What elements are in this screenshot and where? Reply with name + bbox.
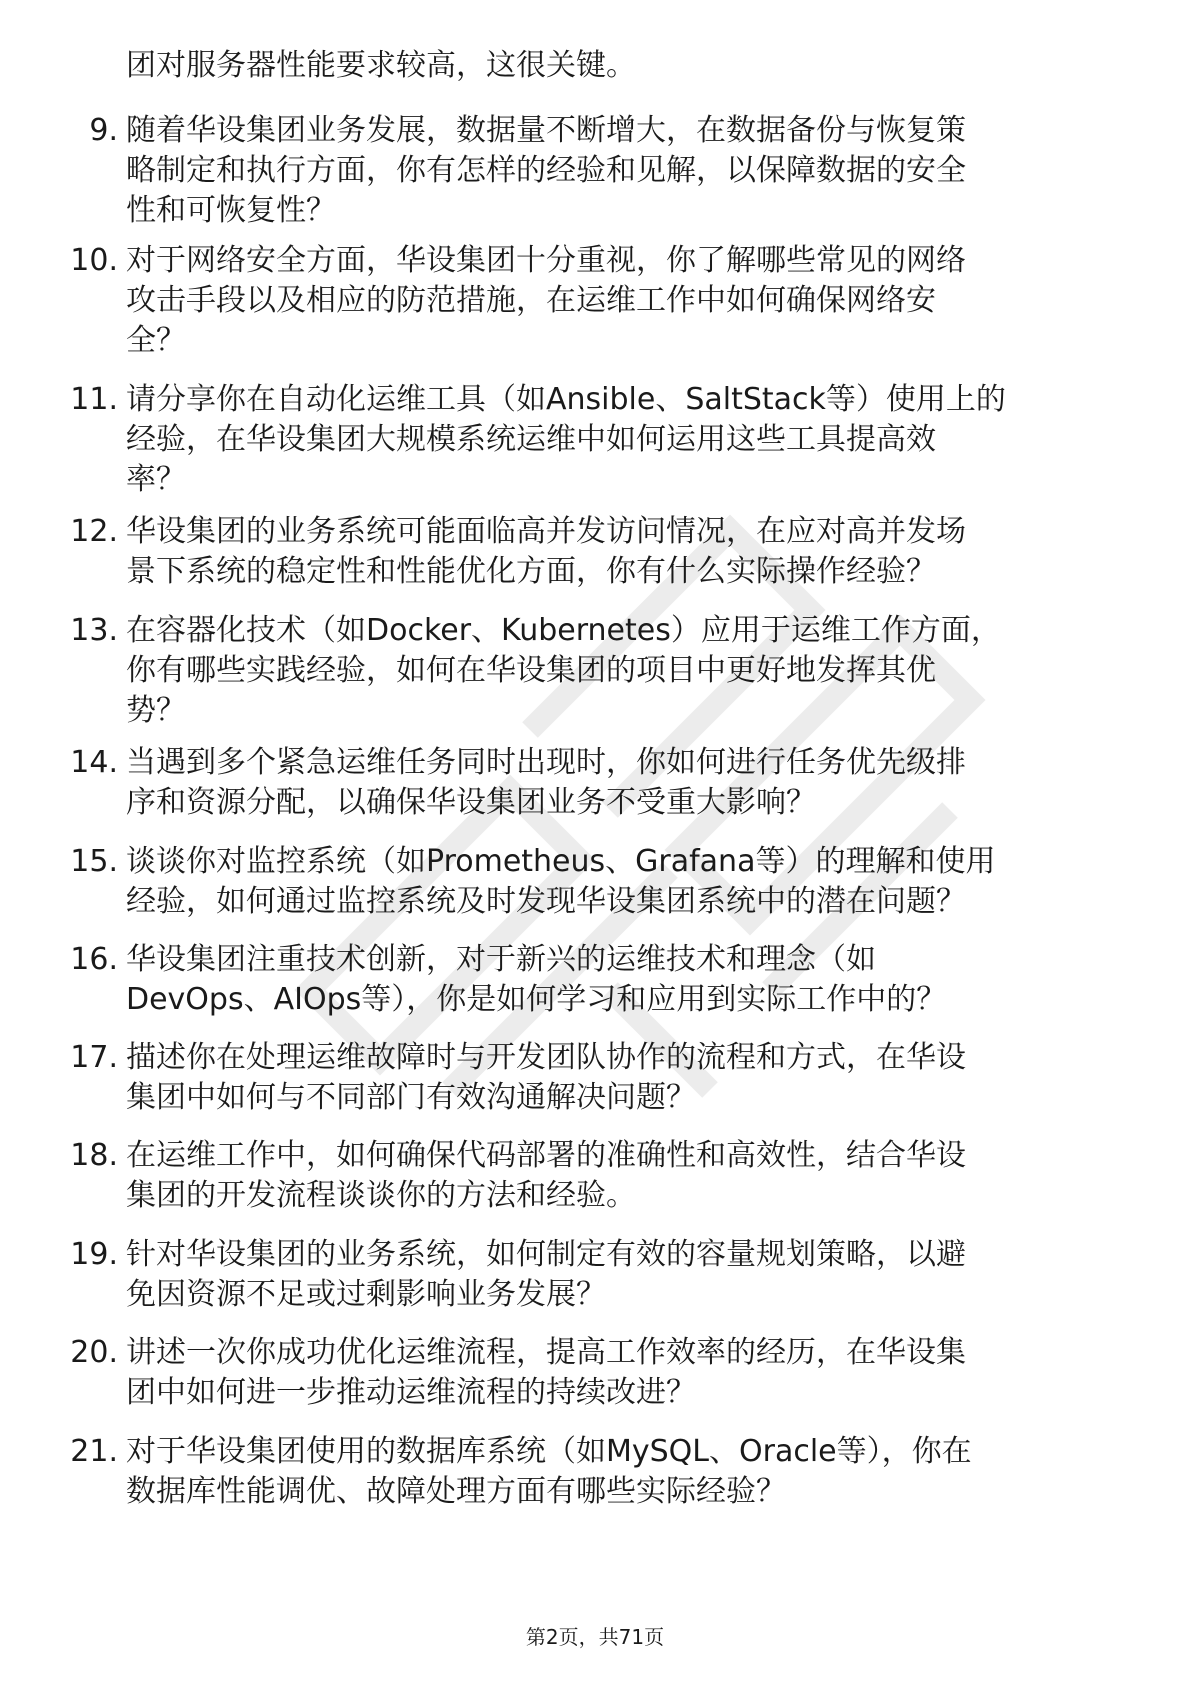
list-item-line: 序和资源分配，以确保华设集团业务不受重大影响？ (126, 785, 816, 820)
list-item-line: 华设集团注重技术创新，对于新兴的运维技术和理念（如 (126, 942, 876, 977)
list-item-line: 随着华设集团业务发展，数据量不断增大，在数据备份与恢复策 (126, 113, 966, 148)
list-item-line: 团中如何进一步推动运维流程的持续改进？ (126, 1375, 696, 1410)
list-item-text (126, 1038, 1126, 1118)
list-item-line: 当遇到多个紧急运维任务同时出现时，你如何进行任务优先级排 (126, 745, 966, 780)
list-item-line: 谈谈你对监控系统（如Prometheus、Grafana等）的理解和使用 (126, 844, 996, 879)
list-item-text (126, 611, 1126, 731)
list-item-line: 讲述一次你成功优化运维流程，提高工作效率的经历，在华设集 (126, 1335, 966, 1370)
list-item-number: 11. (70, 382, 118, 417)
list-item-line: 在容器化技术（如Docker、Kubernetes）应用于运维工作方面， (126, 613, 1001, 648)
list-item-text (126, 842, 1126, 922)
list-item-line: 在运维工作中，如何确保代码部署的准确性和高效性，结合华设 (126, 1138, 966, 1173)
list-item-line: 针对华设集团的业务系统，如何制定有效的容量规划策略，以避 (126, 1237, 966, 1272)
list-item-line: 数据库性能调优、故障处理方面有哪些实际经验？ (126, 1474, 786, 1509)
list-item-text (126, 1136, 1126, 1216)
list-item-line: 你有哪些实践经验，如何在华设集团的项目中更好地发挥其优 (126, 653, 936, 688)
list-item-line: 描述你在处理运维故障时与开发团队协作的流程和方式，在华设 (126, 1040, 966, 1075)
list-item-line: 经验，在华设集团大规模系统运维中如何运用这些工具提高效 (126, 422, 936, 457)
list-item-text (126, 1333, 1126, 1413)
list-item-line: 全？ (126, 323, 186, 358)
list-item-number: 13. (70, 613, 118, 648)
list-item-number: 14. (70, 745, 118, 780)
list-item-line: 华设集团的业务系统可能面临高并发访问情况，在应对高并发场 (126, 514, 966, 549)
list-item-text (126, 380, 1126, 500)
list-item-line: DevOps、AIOps等），你是如何学习和应用到实际工作中的？ (126, 982, 947, 1017)
list-item-line: 景下系统的稳定性和性能优化方面，你有什么实际操作经验？ (126, 554, 936, 589)
list-item-number: 17. (70, 1040, 118, 1075)
list-item-line: 率？ (126, 462, 186, 497)
list-item-number: 9. (89, 113, 118, 148)
list-item-number: 20. (70, 1335, 118, 1370)
list-item-number: 10. (70, 243, 118, 278)
list-item-number: 19. (70, 1237, 118, 1272)
list-item-text (126, 1432, 1126, 1512)
list-item-line: 免因资源不足或过剩影响业务发展？ (126, 1277, 606, 1312)
list-item-text (126, 940, 1126, 1020)
list-item-line: 请分享你在自动化运维工具（如Ansible、SaltStack等）使用上的 (126, 382, 1006, 417)
list-item-number: 16. (70, 942, 118, 977)
list-item-line: 经验，如何通过监控系统及时发现华设集团系统中的潜在问题？ (126, 884, 966, 919)
list-item-text (126, 743, 1126, 823)
list-item-line: 对于华设集团使用的数据库系统（如MySQL、Oracle等），你在 (126, 1434, 972, 1469)
list-item-line: 攻击手段以及相应的防范措施，在运维工作中如何确保网络安 (126, 283, 936, 318)
list-item-line: 势？ (126, 693, 186, 728)
list-item-number: 12. (70, 514, 118, 549)
list-item-number: 18. (70, 1138, 118, 1173)
list-item-line: 集团的开发流程谈谈你的方法和经验。 (126, 1178, 636, 1213)
list-item-line: 对于网络安全方面，华设集团十分重视，你了解哪些常见的网络 (126, 243, 966, 278)
list-item-line: 集团中如何与不同部门有效沟通解决问题？ (126, 1080, 696, 1115)
list-item-line: 略制定和执行方面，你有怎样的经验和见解，以保障数据的安全 (126, 153, 966, 188)
list-item-number: 15. (70, 844, 118, 879)
list-item-number: 21. (70, 1434, 118, 1469)
list-item-text (126, 512, 1126, 592)
continuation-text: 团对服务器性能要求较高，这很关键。 (126, 48, 636, 83)
page-footer: 第2页，共71页 (525, 1625, 665, 1649)
list-item-text (126, 241, 1126, 361)
list-item-text (126, 1235, 1126, 1315)
list-item-line: 性和可恢复性？ (126, 193, 336, 228)
list-item-text (126, 111, 1126, 231)
